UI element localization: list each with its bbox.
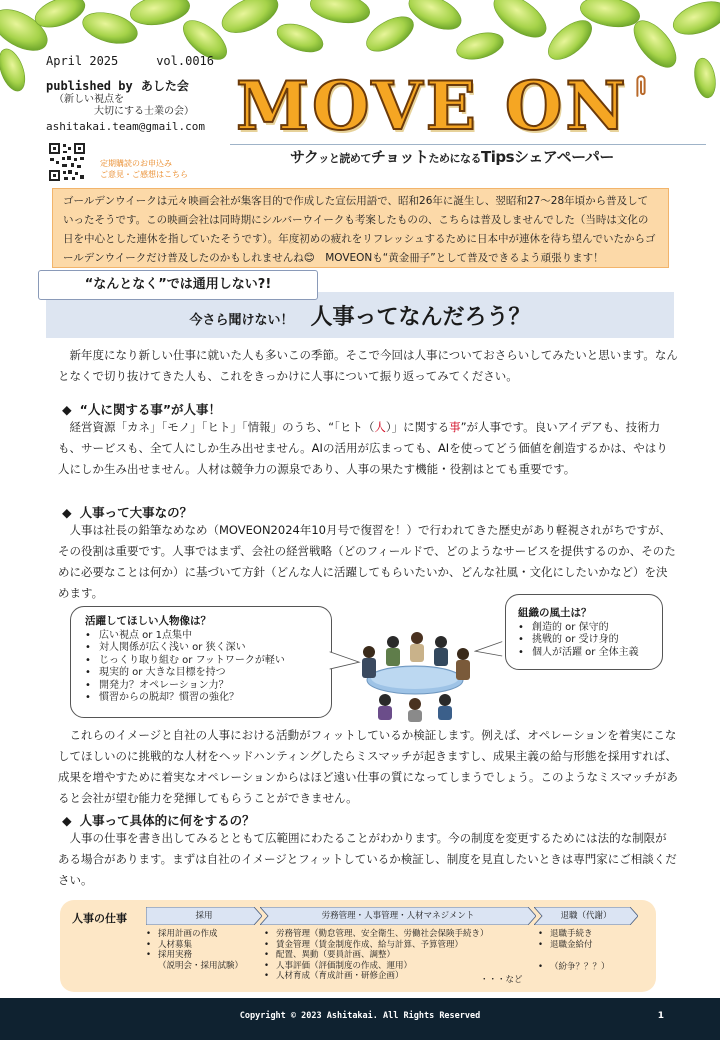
tagline-part: サク (290, 148, 319, 166)
retirement-tasks (538, 929, 593, 950)
retirement-note (538, 962, 610, 973)
contact-email[interactable]: ashitakai.team@gmail.com (46, 120, 205, 133)
publisher-name: あした会 (140, 79, 189, 93)
bubble-title: 活躍してほしい人物像は？ (85, 615, 211, 627)
list-item: • 賃金管理（賃金制度作成、給与計算、予算管理） (264, 940, 489, 951)
issue-info (46, 54, 226, 133)
bubble-list (85, 630, 321, 705)
paragraph-concrete: 人事の仕事を書き出してみるとともて広範囲にわたることがわかります。今の制度を変更するためには法的な制限がある場合があります。まずは自社のイメージとフィットしているか検証し、制度を見直したいときは専門家にご相談ください。 (58, 831, 677, 887)
qr-caption-line-1: 定期購読のお申込み (100, 159, 172, 168)
list-item: • 退職金給付 (538, 940, 593, 951)
heading-text: 人事って大事なの？ (79, 505, 193, 520)
lead-paragraph: 新年度になり新しい仕事に就いた人も多いこの季節。そこで今回は人事についておさらいしてみたいと思います。なんとなくで切り抜けてきた人も、これをきっかけに人事について振り返ってみてください。 (58, 348, 678, 383)
list-item: • 創造的 or 保守的 (518, 622, 652, 635)
qr-caption (100, 158, 188, 180)
list-item: • 退職手続き (538, 929, 593, 940)
list-item: • 採用実務 (146, 950, 243, 961)
stage-retirement (534, 907, 638, 925)
text-run: ）」に関する (385, 420, 450, 434)
list-item-note: （説明会・採用試験） (158, 960, 244, 971)
stage-label: 労務管理・人事管理・人材マネジメント (321, 911, 475, 921)
heading-text: “人に関する事”が人事！ (79, 402, 222, 417)
heading-importance (62, 503, 192, 521)
paperclip-icon (632, 72, 650, 100)
masthead (234, 68, 684, 148)
management-etc: ・・・など (480, 975, 523, 985)
list-item: • 挑戦的 or 受け身的 (518, 634, 652, 647)
tagline-part: ためになる (428, 152, 481, 165)
diamond-icon: ◆ (62, 402, 72, 417)
list-item: • 現実的 or 大きな目標を持つ (85, 667, 321, 680)
list-item: • 人材育成（育成計画・研修企画） (264, 971, 489, 982)
masthead-title: MOVE ON (236, 67, 629, 145)
workflow-title: 人事の仕事 (72, 912, 127, 925)
tagline-rule (230, 144, 706, 145)
tagline-part: ッと (318, 152, 340, 165)
speech-bubble-personality (70, 606, 332, 718)
tagline (290, 146, 614, 167)
list-item: • 採用計画の作成 (146, 929, 243, 940)
publisher-subtitle-2: 大切にする士業の会） (94, 106, 194, 117)
stage-label: 退職（代謝） (560, 911, 612, 921)
hr-workflow (60, 900, 656, 992)
publisher-line (46, 77, 226, 94)
banner-title: 人事ってなんだろう？ (310, 305, 531, 330)
stage-management (260, 907, 536, 925)
list-item: • 人事評価（評価制度の作成、運用） (264, 961, 489, 972)
issue-volume: vol.0016 (156, 54, 214, 68)
bubble-list (518, 622, 652, 660)
issue-line (46, 54, 214, 68)
qr-code-icon[interactable] (48, 142, 86, 182)
issue-date: April 2025 (46, 54, 119, 68)
banner-text (46, 300, 674, 331)
stage-recruit (146, 907, 262, 925)
tagline-part: 読めて (339, 152, 371, 165)
list-item: • （紛争？？？） (538, 962, 610, 973)
banner-subtitle: 今さら聞けない！ (189, 313, 294, 328)
tagline-part: チョット (370, 148, 429, 166)
paragraph-mismatch: これらのイメージと自社の人事における活動がフィットしているか検証します。例えば、オペレーションを着実にこなしてほしいのに挑戦的な人材をヘッドハンティングしたらミスマッチが起きますし、成果主義の給与形態を採用すれば、成果を増やすために着実なオペレーションからはほど遠い仕事の質になってしまうでしょう。このようなミスマッチがあると会社が望む能力を発揮してもらうことができません。 (58, 728, 678, 805)
diamond-icon: ◆ (62, 813, 72, 828)
paragraph-importance: 人事は社長の鉛筆なめなめ（MOVEON2024年10月号で復習を！）で行われてきた歴史があり軽視されがちですが、その役割は重要です。人事ではまず、会社の経営戦略（どのフィールドで、どのようなサービスを提供するのか、そのために必要なことは何か）に基づいて方針（どんな人に活躍してもらいたいか、どんな社風・文化にしたいかなど）を決めます。 (58, 523, 676, 600)
list-item: • 配置、異動（要員計画、調整） (264, 950, 489, 961)
list-item: • 人材募集 (146, 940, 243, 951)
heading-concrete (62, 811, 255, 829)
highlight-hito: 人 (374, 420, 386, 434)
list-item: • じっくり取り組む or フットワークが軽い (85, 655, 321, 668)
page-number: 1 (657, 1011, 664, 1021)
publisher-subtitle-1: （新しい視点を (54, 94, 124, 105)
stage-label: 採用 (195, 911, 213, 921)
list-item: • 開発力？オペレーション力？ (85, 680, 321, 693)
list-item: • 労務管理（勤怠管理、安全衛生、労働社会保険手続き） (264, 929, 489, 940)
section-tag: “なんとなく”では通用しない?! (38, 270, 318, 300)
list-item: • 対人関係が広く浅い or 狭く深い (85, 642, 321, 655)
qr-block (48, 142, 188, 182)
bubble-title: 組織の風土は？ (518, 607, 592, 619)
qr-caption-line-2: ご意見・ご感想はこちら (100, 170, 188, 179)
recruit-tasks (146, 929, 243, 971)
highlight-koto: 事 (449, 420, 461, 434)
published-by-label: published by (46, 79, 133, 93)
bubble-tail-right (474, 640, 508, 664)
meeting-illustration (345, 622, 485, 722)
management-tasks (264, 929, 489, 982)
list-item: • 慣習からの脱却？慣習の強化？ (85, 692, 321, 705)
footer (0, 998, 720, 1040)
heading-people-matters (62, 400, 221, 418)
list-item: • 個人が活躍 or 全体主義 (518, 647, 652, 660)
text-run: 経営資源「カネ」「モノ」「ヒト」「情報」のうち、“「ヒト（ (69, 420, 375, 434)
intro-box: ゴールデンウイークは元々映画会社が集客目的で作成した宣伝用語で、昭和26年に誕生し、翌昭和27～28年頃から普及していったそうです。この映画会社は同時期にシルバーウイークも考案したものの、こちらは普及しませんでした（当時は文化の日を中心とした連休を指していたそうです）。年度初めの疲れをリフレッシュするために日本中が連休を待ち望んでいたからゴールデンウイークだけ普及したのかもしれませんね😊 MOVEONも“黄金冊子”として普及できるよう頑張ります！ (52, 188, 669, 268)
tagline-part: Tipsシェアペーパー (480, 148, 614, 166)
speech-bubble-culture (505, 594, 663, 670)
list-item: • 広い視点 or 1点集中 (85, 630, 321, 643)
paragraph-people-matters (58, 417, 678, 480)
heading-text: 人事って具体的に何をするの？ (79, 813, 255, 828)
text-run: ”が人事です。良いアイデアも、技術力も、サービスも、全て人にしか生み出せません。AIの活用が広まっても、AIを使ってどう価値を創造するかは、やはり人にしか生み出せません。人材は競争力の源泉であり、人事の果たす機能・役割はとても重要です。 (58, 420, 668, 476)
diamond-icon: ◆ (62, 505, 72, 520)
copyright: Copyright © 2023 Ashitakai. All Rights Reserved (239, 1011, 481, 1021)
